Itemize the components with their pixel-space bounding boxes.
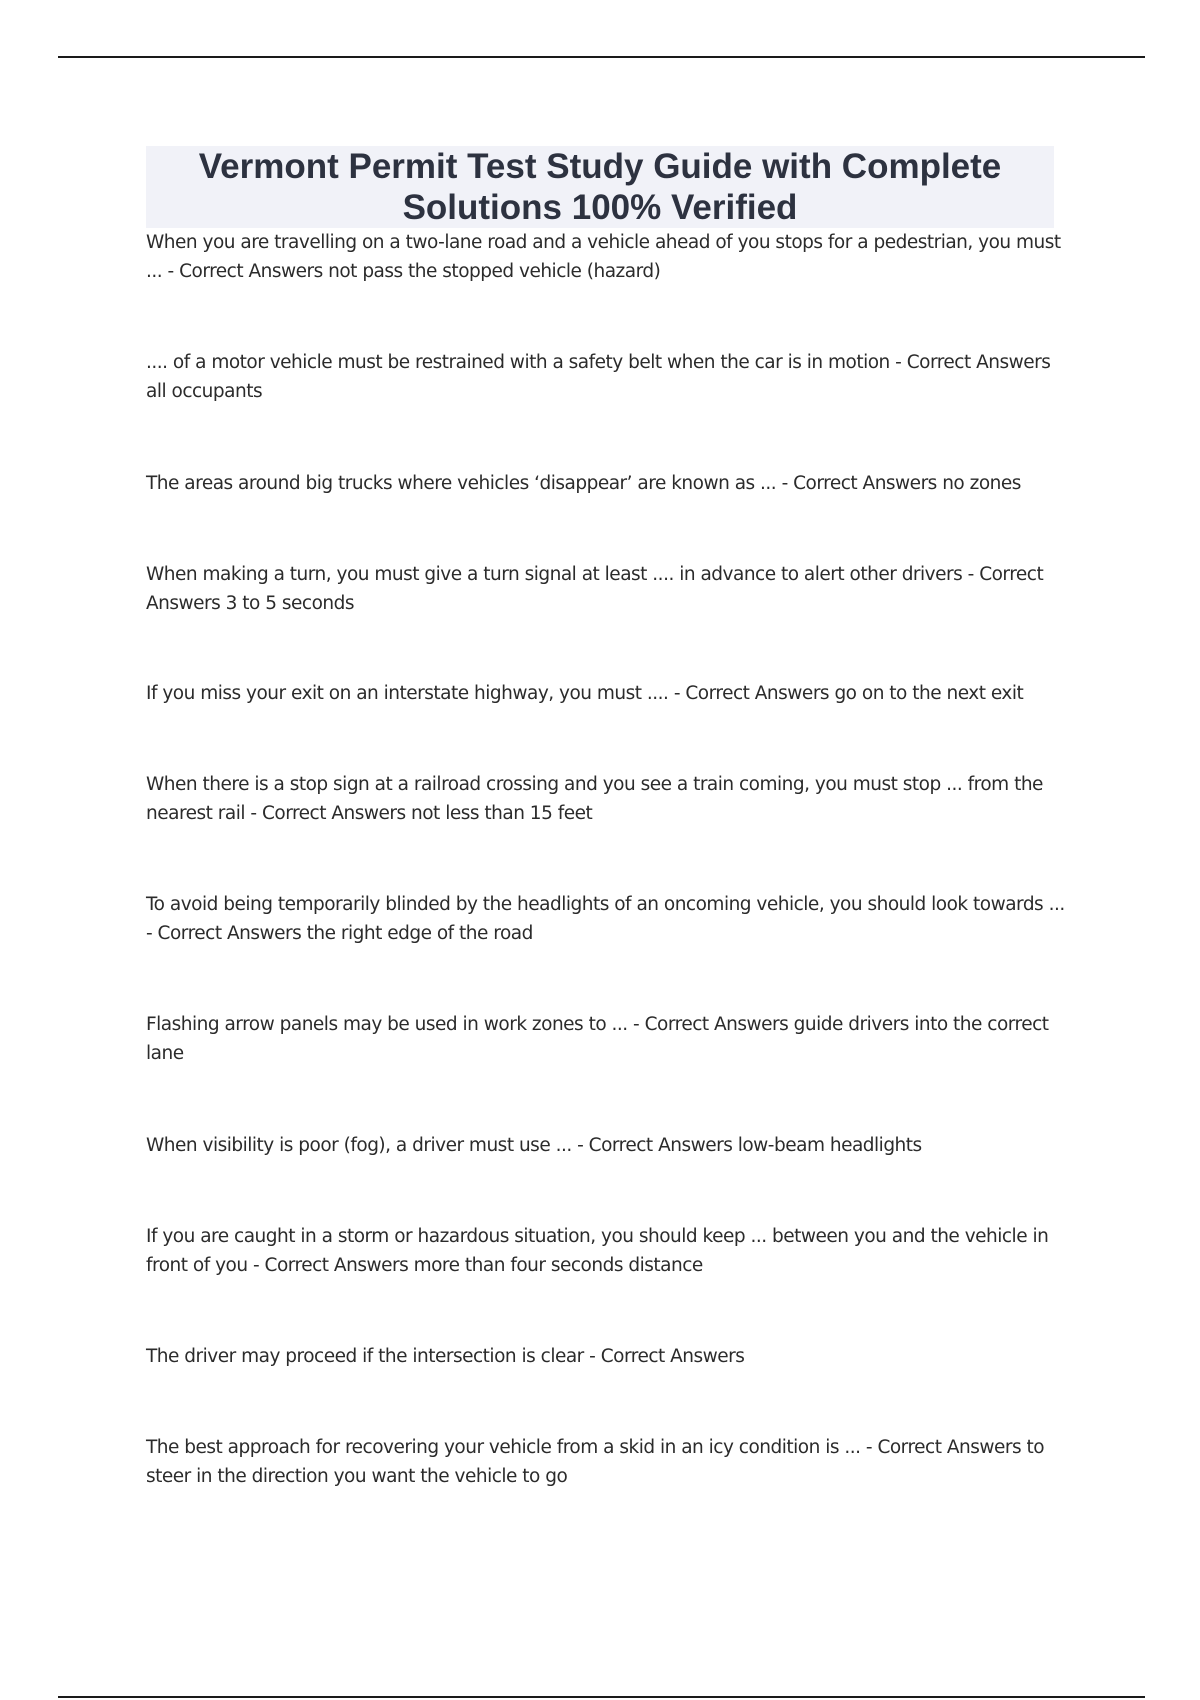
qa-item-10: If you are caught in a storm or hazardous situation, you should keep ... between you and the vehicle in front of you - Correct Answers more than four seconds distance <box>146 1226 1049 1276</box>
title-banner <box>146 146 1054 228</box>
qa-item-5: If you miss your exit on an interstate highway, you must .... - Correct Answers go on to the next exit <box>146 683 1024 704</box>
qa-item-12: The best approach for recovering your vehicle from a skid in an icy condition is ... - Correct Answers to steer in the direction you want the vehicle to go <box>146 1437 1045 1487</box>
qa-item-7: To avoid being temporarily blinded by the headlights of an oncoming vehicle, you should look towards ... - Correct Answers the right edge of the road <box>146 894 1065 944</box>
top-rule <box>58 56 1145 58</box>
qa-item-2: .... of a motor vehicle must be restrained with a safety belt when the car is in motion - Correct Answers all occupants <box>146 352 1051 402</box>
qa-item-6: When there is a stop sign at a railroad crossing and you see a train coming, you must stop ... from the nearest rail - Correct Answers not less than 15 feet <box>146 774 1043 824</box>
qa-item-9: When visibility is poor (fog), a driver must use ... - Correct Answers low-beam headlights <box>146 1135 922 1156</box>
qa-item-8: Flashing arrow panels may be used in work zones to ... - Correct Answers guide drivers into the correct lane <box>146 1014 1049 1064</box>
bottom-rule <box>58 1696 1145 1698</box>
qa-item-4: When making a turn, you must give a turn signal at least .... in advance to alert other drivers - Correct Answers 3 to 5 seconds <box>146 564 1044 614</box>
qa-item-1: When you are travelling on a two-lane road and a vehicle ahead of you stops for a pedestrian, you must ... - Correct Answers not pass the stopped vehicle (hazard) <box>146 232 1061 282</box>
qa-item-11: The driver may proceed if the intersection is clear - Correct Answers <box>146 1346 745 1367</box>
document-title: Vermont Permit Test Study Guide with Complete Solutions 100% Verified <box>198 147 1002 227</box>
qa-item-3: The areas around big trucks where vehicles ‘disappear’ are known as ... - Correct Answers no zones <box>146 473 1021 494</box>
